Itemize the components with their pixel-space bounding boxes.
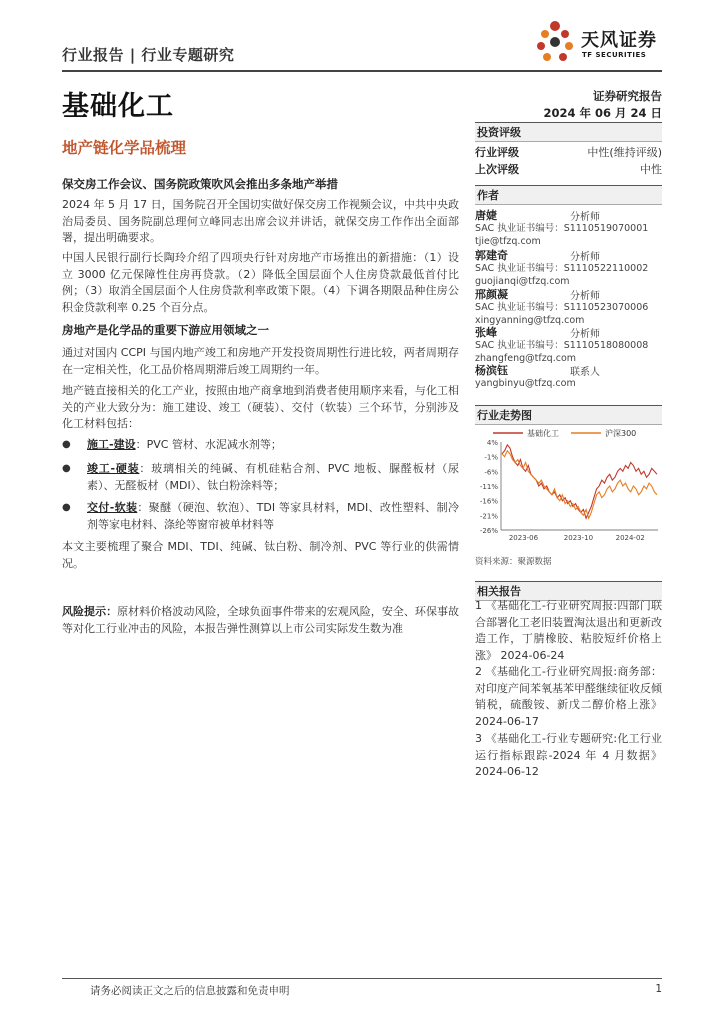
related-report-item[interactable]: 2 《基础化工-行业研究周报:商务部：对印度产间苯氧基苯甲醛继续征收反倾销税，硫酸铵、新戊二醇价格上涨》 2024-06-17 — [475, 665, 662, 728]
rating-section — [475, 122, 662, 177]
bullet-dot-icon: ● — [62, 439, 71, 450]
rating-row — [475, 145, 662, 160]
related-heading: 相关报告 — [475, 581, 662, 601]
author-title: 分析师 — [570, 252, 600, 263]
bullet-dot-icon: ● — [62, 502, 71, 513]
section-title-realestate: 房地产是化学品的重要下游应用领域之一 — [62, 323, 269, 337]
y-tick-label: -26% — [479, 527, 498, 535]
author-entry — [475, 286, 662, 326]
bullet-text: ：聚醚（硬泡、软泡）、TDI 等家具材料，MDI、改性塑料、制冷剂等家电材料、涤纶等窗帘被单材料等 — [87, 501, 459, 531]
author-email[interactable]: yangbinyu@tfzq.com — [475, 378, 576, 389]
author-name: 邢颜凝 — [475, 288, 508, 301]
x-tick-label: 2024-02 — [615, 534, 645, 542]
bullet-key: 竣工-硬装 — [87, 462, 140, 475]
rating-heading: 投资评级 — [475, 122, 662, 142]
author-cert: SAC 执业证书编号：S1110518080008 — [475, 340, 649, 351]
author-cert: SAC 执业证书编号：S1110519070001 — [475, 223, 649, 234]
author-title: 分析师 — [570, 329, 600, 340]
bullet-text: ：玻璃相关的纯碱、有机硅粘合剂、PVC 地板、脲醛板材（尿素）、无醛板材（MDI）、钛白粉涂料等； — [87, 462, 459, 492]
legend-label: 基础化工 — [527, 429, 559, 438]
bullet-item-hardfit — [62, 461, 459, 495]
report-type: 证券研究报告 — [593, 89, 662, 103]
y-tick-label: -6% — [484, 468, 498, 477]
y-tick-label: 4% — [486, 439, 498, 447]
rating-value: 中性(维持评级) — [587, 146, 662, 159]
paragraph-ccpi: 通过对国内 CCPI 与国内地产竣工和房地产开发投资周期性行进比较，两者周期存在一定相关性，化工品价格周期滞后竣工周期约一年。 — [62, 346, 459, 376]
y-tick-label: -21% — [479, 512, 498, 521]
author-title: 分析师 — [570, 212, 600, 223]
y-tick-label: -1% — [484, 453, 498, 462]
bullet-item-construction — [62, 437, 459, 454]
author-name: 杨滨钰 — [475, 364, 508, 377]
legend-label: 沪深300 — [605, 429, 637, 438]
report-date: 2024 年 06 月 24 日 — [543, 106, 662, 120]
author-entry — [475, 247, 662, 287]
x-tick-label: 2023-06 — [508, 534, 539, 542]
risk-warning — [62, 604, 459, 637]
trend-section — [475, 405, 662, 425]
x-tick-label: 2023-10 — [563, 534, 594, 542]
bullet-key: 交付-软装 — [87, 501, 138, 514]
author-email[interactable]: tjie@tfzq.com — [475, 235, 541, 247]
trend-heading: 行业走势图 — [475, 405, 662, 425]
report-title: 地产链化学品梳理 — [62, 139, 187, 157]
author-name: 唐婕 — [475, 209, 497, 222]
footer-divider — [62, 978, 662, 979]
author-title: 分析师 — [570, 291, 600, 302]
series-line — [502, 445, 657, 518]
related-report-item[interactable]: 3 《基础化工-行业专题研究:化工行业运行指标跟踪-2024 年 4 月数据》 2024-06-12 — [475, 732, 662, 778]
author-entry — [475, 362, 662, 390]
author-email[interactable]: guojianqi@tfzq.com — [475, 275, 570, 287]
footer-disclaimer: 请务必阅读正文之后的信息披露和免责申明 — [90, 985, 290, 997]
section-title-policy: 保交房工作会议、国务院政策吹风会推出多条地产举措 — [62, 177, 338, 191]
bullet-dot-icon: ● — [62, 463, 71, 474]
author-email[interactable]: xingyanning@tfzq.com — [475, 314, 585, 326]
bullet-key: 施工-建设 — [87, 438, 136, 451]
series-line — [502, 451, 657, 519]
author-cert: SAC 执业证书编号：S1110523070006 — [475, 302, 649, 313]
industry-name: 基础化工 — [62, 91, 174, 122]
rating-label: 行业评级 — [475, 146, 519, 159]
author-entry — [475, 207, 662, 247]
prev-rating-row — [475, 162, 662, 177]
paragraph-meeting: 2024 年 5 月 17 日，国务院召开全国切实做好保交房工作视频会议，中共中央政治局委员、国务院副总理何立峰同志出席会议并讲话，就保交房工作作出全面部署，提出明确要求。 — [62, 198, 459, 244]
y-tick-label: -16% — [479, 497, 498, 506]
risk-text: 原材料价格波动风险，全球负面事件带来的宏观风险，安全、环保事故等对化工行业冲击的风险，本报告弹性测算以上市公司实际发生数为准 — [62, 605, 460, 635]
logo-flower-icon — [533, 18, 577, 66]
header-divider — [62, 70, 662, 72]
risk-label: 风险提示： — [62, 605, 118, 618]
author-entry — [475, 324, 662, 364]
bullet-text: ：PVC 管材、水泥减水剂等； — [135, 438, 282, 451]
trend-chart — [475, 424, 662, 542]
prev-rating-label: 上次评级 — [475, 163, 519, 176]
y-tick-label: -11% — [479, 483, 498, 491]
prev-rating-value: 中性 — [640, 163, 662, 176]
paragraph-summary: 本文主要梳理了聚合 MDI、TDI、纯碱、钛白粉、制冷剂、PVC 等行业的供需情况。 — [62, 540, 459, 570]
authors-section — [475, 185, 662, 205]
author-title: 联系人 — [570, 367, 600, 378]
author-name: 张峰 — [475, 326, 497, 339]
logo-text-en: TF SECURITIES — [582, 51, 647, 59]
company-logo — [533, 18, 673, 66]
paragraph-pboc-measures: 中国人民银行副行长陶玲介绍了四项央行针对房地产市场推出的新措施：（1）设立 3000 亿元保障性住房再贷款。（2）降低全国层面个人住房贷款最低首付比例；（3）取消全国层面个人住房贷款利率政策下限。（4）下调各期限品种住房公积金贷款利率 0.25 个百分点。 — [62, 251, 459, 314]
report-category: 行业报告 | 行业专题研究 — [62, 46, 235, 64]
authors-heading: 作者 — [475, 185, 662, 205]
author-email[interactable]: zhangfeng@tfzq.com — [475, 352, 577, 364]
chart-source: 资料来源：聚源数据 — [475, 557, 552, 567]
author-name: 郭建奇 — [475, 249, 508, 262]
related-report-item[interactable]: 1 《基础化工-行业研究周报:四部门联合部署化工老旧装置淘汰退出和更新改造工作，丁腈橡胶、粘胶短纤价格上涨》 2024-06-24 — [475, 599, 662, 662]
author-cert: SAC 执业证书编号：S1110522110002 — [475, 263, 649, 274]
page-number: 1 — [655, 983, 662, 995]
logo-text-cn: 天风证券 — [581, 30, 657, 51]
bullet-item-softfit — [62, 500, 459, 534]
paragraph-chain: 地产链直接相关的化工产业，按照由地产商拿地到消费者使用顺序来看，与化工相关的产业大致分为：施工建设、竣工（硬装）、交付（软装）三个环节，分别涉及化工材料包括： — [62, 384, 459, 430]
